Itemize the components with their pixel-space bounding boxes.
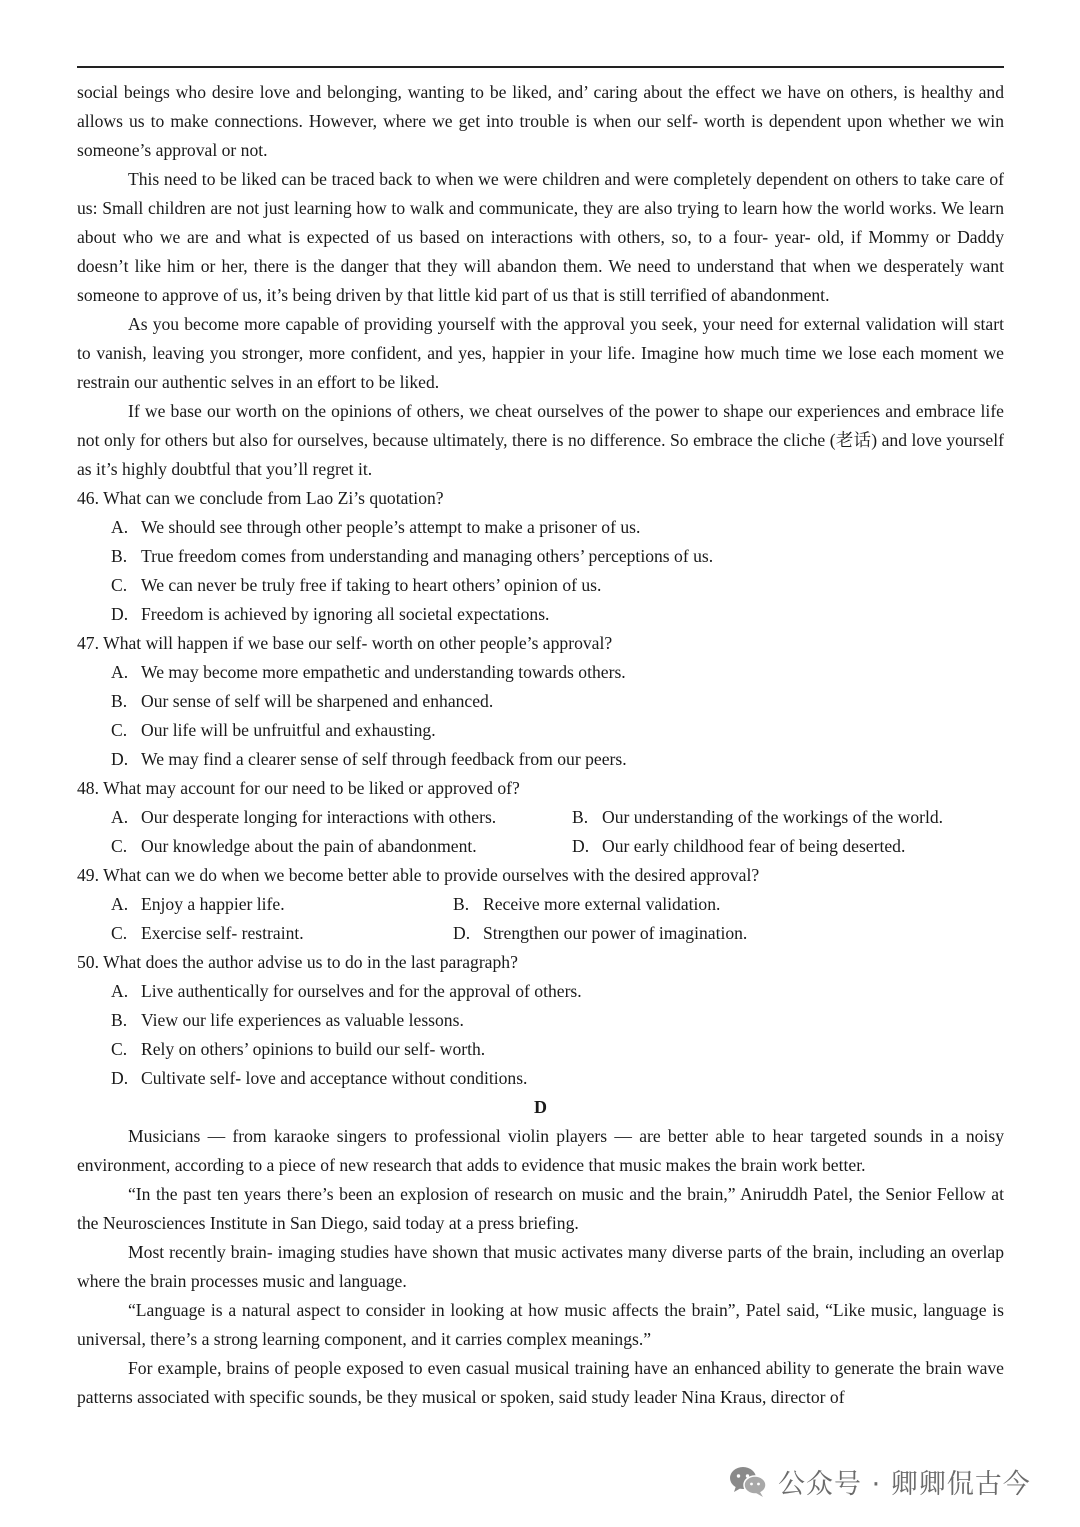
passage-c-paragraph: As you become more capable of providing yourself with the approval you seek, your need for external validation will start to vanish, leaving you stronger, more confident, and yes, happier in your life. Imagine how much time we lose each moment we restrain our authentic selves in an effort to be liked. <box>77 314 1004 392</box>
option-50b: B. View our life experiences as valuable lessons. <box>111 1010 464 1030</box>
option-47b: B. Our sense of self will be sharpened and enhanced. <box>111 691 494 711</box>
question-stem: What may account for our need to be liked or approved of? <box>103 778 520 798</box>
passage-d-paragraph: Most recently brain- imaging studies have shown that music activates many diverse parts of the brain, including an overlap where the brain processes music and language. <box>77 1242 1004 1291</box>
watermark-text: 公众号 · 卿卿侃古今 <box>778 1469 1031 1500</box>
watermark <box>728 1462 1031 1501</box>
passage-d-paragraph: Musicians — from karaoke singers to professional violin players — are better able to hear targeted sounds in a noisy environment, according to a piece of new research that adds to evidence that music makes the brain work better. <box>77 1126 1004 1175</box>
passage-d-paragraph: For example, brains of people exposed to even casual musical training have an enhanced ability to generate the brain wave patterns associated with specific sounds, be they musical or spoken, said study leader Nina Kraus, director of <box>77 1358 1004 1407</box>
option-46a: A. We should see through other people’s attempt to make a prisoner of us. <box>111 517 641 537</box>
exam-page <box>77 78 1004 1412</box>
option-46b: B. True freedom comes from understanding and managing others’ perceptions of us. <box>111 546 714 566</box>
option-row <box>111 890 1004 919</box>
section-heading: D <box>534 1097 547 1117</box>
wechat-icon <box>728 1464 768 1500</box>
option-47a: A. We may become more empathetic and understanding towards others. <box>111 662 626 682</box>
option-48c: C. Our knowledge about the pain of abandonment. <box>111 836 477 856</box>
question-stem: What will happen if we base our self- worth on other people’s approval? <box>103 633 613 653</box>
question-stem: What can we conclude from Lao Zi’s quotation? <box>103 488 444 508</box>
option-49d: D. Strengthen our power of imagination. <box>453 923 748 943</box>
option-46d: D. Freedom is achieved by ignoring all societal expectations. <box>111 604 550 624</box>
option-49a: A. Enjoy a happier life. <box>111 894 285 914</box>
option-46c: C. We can never be truly free if taking to heart others’ opinion of us. <box>111 575 602 595</box>
question-49: 49. What can we do when we become better able to provide ourselves with the desired approval? <box>77 865 760 885</box>
question-46: 46. What can we conclude from Lao Zi’s quotation? <box>77 488 444 508</box>
option-row <box>111 832 1004 861</box>
header-rule <box>77 66 1004 68</box>
option-row <box>111 919 1004 948</box>
option-49b: B. Receive more external validation. <box>453 894 721 914</box>
option-47d: D. We may find a clearer sense of self through feedback from our peers. <box>111 749 627 769</box>
question-50: 50. What does the author advise us to do in the last paragraph? <box>77 952 518 972</box>
passage-d-paragraph: “In the past ten years there’s been an explosion of research on music and the brain,” Aniruddh Patel, the Senior Fellow at the Neurosciences Institute in San Diego, said today at a press briefing. <box>77 1184 1004 1233</box>
passage-d-paragraph: “Language is a natural aspect to consider in looking at how music affects the brain”, Patel said, “Like music, language is universal, there’s a strong learning component, and it carries complex meanings.” <box>77 1300 1004 1349</box>
passage-c-paragraph: social beings who desire love and belonging, wanting to be liked, and’ caring about the effect we have on others, is healthy and allows us to make connections. However, where we get into trouble is when our self- worth is dependent upon whether we win someone’s approval or not. <box>77 82 1004 160</box>
passage-c-paragraph: This need to be liked can be traced back to when we were children and were completely dependent on others to take care of us: Small children are not just learning how to walk and communicate, they are also trying to learn how the world works. We learn about who we are and what is expected of us based on interactions with others, so, to a four- year- old, if Mommy or Daddy doesn’t like him or her, there is the danger that they will abandon them. We need to understand that when we desperately want someone to approve of us, it’s being driven by that little kid part of us that is still terrified of abandonment. <box>77 169 1004 305</box>
option-48d: D. Our early childhood fear of being deserted. <box>572 836 906 856</box>
option-48a: A. Our desperate longing for interactions with others. <box>111 807 497 827</box>
option-48b: B. Our understanding of the workings of the world. <box>572 807 944 827</box>
option-50a: A. Live authentically for ourselves and for the approval of others. <box>111 981 582 1001</box>
question-48: 48. What may account for our need to be liked or approved of? <box>77 778 520 798</box>
question-stem: What does the author advise us to do in the last paragraph? <box>103 952 518 972</box>
option-row <box>111 803 1004 832</box>
question-47: 47. What will happen if we base our self- worth on other people’s approval? <box>77 633 613 653</box>
question-stem: What can we do when we become better able to provide ourselves with the desired approval? <box>103 865 760 885</box>
passage-c-paragraph: If we base our worth on the opinions of others, we cheat ourselves of the power to shape our experiences and embrace life not only for others but also for ourselves, because ultimately, there is no difference. So embrace the cliche (老话) and love yourself as it’s highly doubtful that you’ll regret it. <box>77 401 1004 479</box>
option-50d: D. Cultivate self- love and acceptance without conditions. <box>111 1068 528 1088</box>
option-50c: C. Rely on others’ opinions to build our self- worth. <box>111 1039 486 1059</box>
option-49c: C. Exercise self- restraint. <box>111 923 304 943</box>
option-47c: C. Our life will be unfruitful and exhausting. <box>111 720 436 740</box>
